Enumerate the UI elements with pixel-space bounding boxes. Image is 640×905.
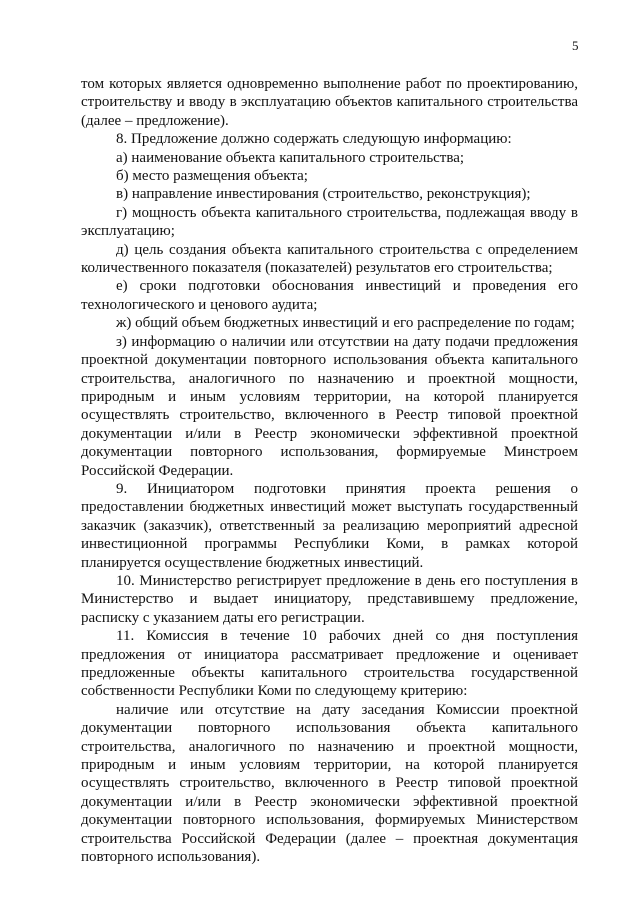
list-item-g: г) мощность объекта капитального строительства, подлежащая вводу в эксплуатацию; [81,204,578,240]
paragraph-item-9: 9. Инициатором подготовки принятия проекта решения о предоставлении бюджетных инвестиций может выступать государственный заказчик (заказчик), ответственный за реализацию мероприятий адресной инвестиционной программы Республики Коми, в рамках которой планируется осуществление бюджетных инвестиций. [81,480,578,571]
paragraph-item-8: 8. Предложение должно содержать следующую информацию: [116,131,512,148]
list-item-zh: ж) общий объем бюджетных инвестиций и его распределение по годам; [116,315,575,332]
list-item-b: б) место размещения объекта; [116,168,308,185]
list-item-e: е) сроки подготовки обоснования инвестиций и проведения его технологического и ценового аудита; [81,278,578,313]
paragraph-continuation: том которых является одновременно выполнение работ по проектированию, строительству и вводу в эксплуатацию объектов капитального строительства (далее – предложение). [81,76,578,129]
paragraph-item-11: 11. Комиссия в течение 10 рабочих дней со дня поступления предложения от инициатора рассматривает предложение и оценивает предложенные объекты капитального строительства государственной собственности Республики Коми по следующему критерию: [81,628,578,700]
paragraph-criterion: наличие или отсутствие на дату заседания Комиссии проектной документации повторного использования объекта капитального строительства, аналогичного по назначению и проектной мощности, природным и иным условиям территории, на которой планируется осуществлять строительство, включенного в Реестр типовой проектной документации и/или в Реестр экономически эффективной проектной документации повторного использования, формируемых Министерством строительства Российской Федерации (далее – проектная документация повторного использования). [81,701,578,866]
page-number: 5 [572,38,579,53]
list-item-a: а) наименование объекта капитального строительства; [116,149,465,166]
document-body [81,75,578,866]
list-item-v: в) направление инвестирования (строительство, реконструкция); [116,186,531,203]
list-item-d: д) цель создания объекта капитального строительства с определением количественного показателя (показателей) результатов его строительства; [81,241,578,277]
paragraph-item-10: 10. Министерство регистрирует предложение в день его поступления в Министерство и выдает инициатору, представившему предложение, расписку с указанием даты его регистрации. [81,572,578,626]
list-item-z: з) информацию о наличии или отсутствии на дату подачи предложения проектной документации повторного использования объекта капитального строительства, аналогичного по назначению и проектной мощности, природным и иным условиям территории, на которой планируется осуществлять строительство, включенного в Реестр типовой проектной документации и/или в Реестр экономически эффективной проектной документации повторного использования, формируемые Минстроем Российской Федерации. [81,333,578,479]
